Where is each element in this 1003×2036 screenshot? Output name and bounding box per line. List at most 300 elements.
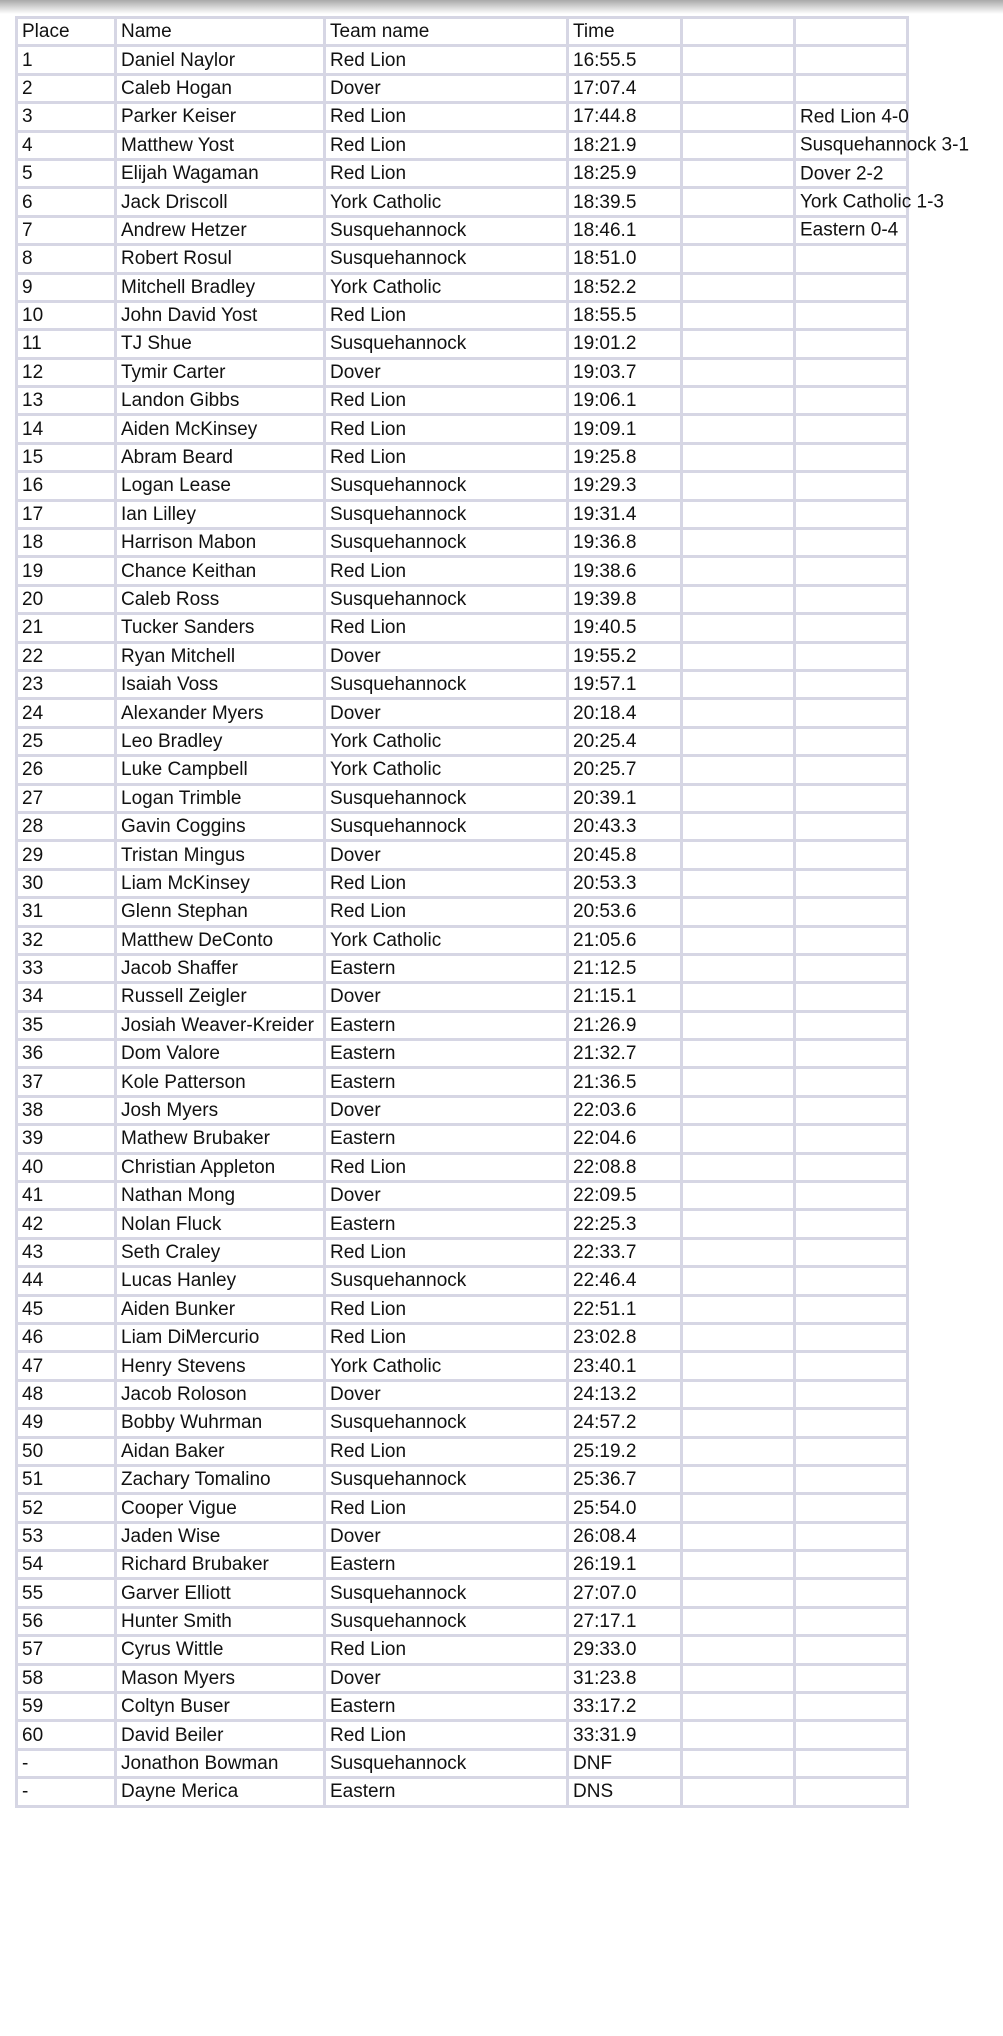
cell-team[interactable]: Eastern — [325, 1125, 568, 1153]
cell-team[interactable]: Dover — [325, 1096, 568, 1124]
cell-place[interactable]: 28 — [17, 812, 116, 840]
cell-time[interactable]: 19:03.7 — [568, 358, 682, 386]
cell-time[interactable]: 19:25.8 — [568, 443, 682, 471]
cell-blank-b[interactable] — [795, 1153, 908, 1181]
cell-team[interactable]: York Catholic — [325, 188, 568, 216]
cell-blank-b[interactable] — [795, 1465, 908, 1493]
cell-place[interactable]: 57 — [17, 1636, 116, 1664]
cell-blank-b[interactable] — [795, 1494, 908, 1522]
cell-name[interactable]: Aidan Baker — [116, 1437, 325, 1465]
cell-time[interactable]: 21:15.1 — [568, 983, 682, 1011]
cell-blank-a[interactable] — [682, 1778, 795, 1806]
cell-place[interactable]: 52 — [17, 1494, 116, 1522]
cell-place[interactable]: 14 — [17, 415, 116, 443]
cell-time[interactable]: 33:17.2 — [568, 1693, 682, 1721]
cell-place[interactable]: 21 — [17, 614, 116, 642]
cell-place[interactable]: 6 — [17, 188, 116, 216]
cell-place[interactable]: 16 — [17, 472, 116, 500]
cell-blank-a[interactable] — [682, 159, 795, 187]
cell-place[interactable]: 55 — [17, 1579, 116, 1607]
cell-place[interactable]: 1 — [17, 46, 116, 74]
cell-blank-a[interactable] — [682, 1579, 795, 1607]
cell-team[interactable]: Susquehannock — [325, 585, 568, 613]
cell-place[interactable]: 36 — [17, 1040, 116, 1068]
cell-time[interactable]: 22:51.1 — [568, 1295, 682, 1323]
cell-place[interactable]: 49 — [17, 1409, 116, 1437]
cell-team[interactable]: Red Lion — [325, 301, 568, 329]
cell-team[interactable]: York Catholic — [325, 727, 568, 755]
cell-time[interactable]: 19:55.2 — [568, 642, 682, 670]
cell-blank-a[interactable] — [682, 1068, 795, 1096]
cell-place[interactable]: 20 — [17, 585, 116, 613]
cell-team[interactable]: Eastern — [325, 1778, 568, 1806]
cell-blank-b[interactable] — [795, 614, 908, 642]
cell-blank-a[interactable] — [682, 1693, 795, 1721]
cell-place[interactable]: 37 — [17, 1068, 116, 1096]
cell-name[interactable]: Garver Elliott — [116, 1579, 325, 1607]
cell-blank-b[interactable] — [795, 1778, 908, 1806]
cell-place[interactable]: 42 — [17, 1210, 116, 1238]
cell-team[interactable]: Dover — [325, 841, 568, 869]
cell-blank-a[interactable] — [682, 869, 795, 897]
cell-place[interactable]: 13 — [17, 387, 116, 415]
cell-place[interactable]: 12 — [17, 358, 116, 386]
cell-place[interactable]: 60 — [17, 1721, 116, 1749]
cell-time[interactable]: 22:03.6 — [568, 1096, 682, 1124]
cell-place[interactable]: 48 — [17, 1380, 116, 1408]
cell-blank-b[interactable] — [795, 1749, 908, 1777]
cell-team[interactable]: Eastern — [325, 1551, 568, 1579]
cell-blank-a[interactable] — [682, 983, 795, 1011]
cell-blank-b[interactable] — [795, 1238, 908, 1266]
cell-time[interactable]: 22:09.5 — [568, 1182, 682, 1210]
cell-team[interactable]: Red Lion — [325, 387, 568, 415]
cell-blank-a[interactable] — [682, 585, 795, 613]
cell-place[interactable]: 50 — [17, 1437, 116, 1465]
cell-blank-a[interactable] — [682, 898, 795, 926]
cell-blank-a[interactable] — [682, 1210, 795, 1238]
cell-blank-b[interactable] — [795, 642, 908, 670]
cell-blank-b[interactable] — [795, 387, 908, 415]
cell-blank-b[interactable] — [795, 273, 908, 301]
cell-place[interactable]: - — [17, 1749, 116, 1777]
cell-blank-b[interactable] — [795, 727, 908, 755]
cell-team[interactable]: Susquehannock — [325, 529, 568, 557]
cell-team[interactable]: York Catholic — [325, 926, 568, 954]
cell-blank-b[interactable] — [795, 131, 970, 159]
cell-time[interactable]: 22:04.6 — [568, 1125, 682, 1153]
cell-team[interactable]: Red Lion — [325, 898, 568, 926]
cell-name[interactable]: Matthew DeConto — [116, 926, 325, 954]
cell-blank-a[interactable] — [682, 46, 795, 74]
cell-team[interactable]: Eastern — [325, 1011, 568, 1039]
cell-place[interactable]: 43 — [17, 1238, 116, 1266]
cell-place[interactable]: 56 — [17, 1607, 116, 1635]
cell-blank-a[interactable] — [682, 1267, 795, 1295]
cell-time[interactable]: 21:05.6 — [568, 926, 682, 954]
cell-blank-a[interactable] — [682, 699, 795, 727]
cell-blank-a[interactable] — [682, 1664, 795, 1692]
cell-place[interactable]: 40 — [17, 1153, 116, 1181]
cell-place[interactable]: 45 — [17, 1295, 116, 1323]
cell-blank-b[interactable] — [795, 188, 944, 216]
cell-place[interactable]: 47 — [17, 1352, 116, 1380]
cell-place[interactable]: 34 — [17, 983, 116, 1011]
cell-time[interactable]: 20:53.3 — [568, 869, 682, 897]
cell-place[interactable]: 11 — [17, 330, 116, 358]
cell-team[interactable]: York Catholic — [325, 756, 568, 784]
cell-blank-a[interactable] — [682, 1607, 795, 1635]
cell-blank-a[interactable] — [682, 358, 795, 386]
cell-time[interactable]: 23:02.8 — [568, 1323, 682, 1351]
cell-name[interactable]: Logan Lease — [116, 472, 325, 500]
cell-team[interactable]: Susquehannock — [325, 500, 568, 528]
cell-place[interactable]: 5 — [17, 159, 116, 187]
cell-team[interactable]: Red Lion — [325, 1636, 568, 1664]
cell-time[interactable]: 19:29.3 — [568, 472, 682, 500]
cell-blank-a[interactable] — [682, 557, 795, 585]
cell-blank-b[interactable] — [795, 1437, 908, 1465]
cell-time[interactable]: DNF — [568, 1749, 682, 1777]
cell-blank-b[interactable] — [795, 841, 908, 869]
cell-name[interactable]: Jonathon Bowman — [116, 1749, 325, 1777]
cell-team[interactable]: Dover — [325, 642, 568, 670]
cell-time[interactable]: 19:57.1 — [568, 670, 682, 698]
cell-team[interactable]: Susquehannock — [325, 1749, 568, 1777]
cell-place[interactable]: 32 — [17, 926, 116, 954]
cell-blank-a[interactable] — [682, 954, 795, 982]
cell-blank-b[interactable] — [795, 358, 908, 386]
cell-team[interactable]: Red Lion — [325, 159, 568, 187]
cell-place[interactable]: 38 — [17, 1096, 116, 1124]
cell-place[interactable]: 19 — [17, 557, 116, 585]
cell-name[interactable]: John David Yost — [116, 301, 325, 329]
cell-blank-a[interactable] — [682, 1323, 795, 1351]
cell-time[interactable]: 24:13.2 — [568, 1380, 682, 1408]
cell-blank-b[interactable] — [795, 784, 908, 812]
cell-time[interactable]: 20:43.3 — [568, 812, 682, 840]
cell-place[interactable]: 9 — [17, 273, 116, 301]
cell-team[interactable]: Eastern — [325, 1040, 568, 1068]
cell-blank-a[interactable] — [682, 301, 795, 329]
cell-name[interactable]: Bobby Wuhrman — [116, 1409, 325, 1437]
cell-blank-a[interactable] — [682, 1522, 795, 1550]
cell-place[interactable]: 4 — [17, 131, 116, 159]
cell-name[interactable]: Russell Zeigler — [116, 983, 325, 1011]
cell-blank-a[interactable] — [682, 1011, 795, 1039]
cell-name[interactable]: Ryan Mitchell — [116, 642, 325, 670]
cell-team[interactable]: Red Lion — [325, 131, 568, 159]
cell-place[interactable]: 31 — [17, 898, 116, 926]
cell-blank-b[interactable] — [795, 926, 908, 954]
cell-time[interactable]: 26:08.4 — [568, 1522, 682, 1550]
cell-blank-b[interactable] — [795, 500, 908, 528]
cell-place[interactable]: 29 — [17, 841, 116, 869]
cell-place[interactable]: 54 — [17, 1551, 116, 1579]
cell-blank-a[interactable] — [682, 1551, 795, 1579]
cell-name[interactable]: Ian Lilley — [116, 500, 325, 528]
cell-blank-a[interactable] — [682, 1040, 795, 1068]
cell-time[interactable]: 18:21.9 — [568, 131, 682, 159]
cell-blank-b[interactable] — [795, 1380, 908, 1408]
cell-time[interactable]: 17:07.4 — [568, 74, 682, 102]
cell-blank-a[interactable] — [682, 273, 795, 301]
cell-blank-a[interactable] — [682, 756, 795, 784]
cell-blank-a[interactable] — [682, 1749, 795, 1777]
cell-blank-b[interactable] — [795, 330, 908, 358]
cell-name[interactable]: Jaden Wise — [116, 1522, 325, 1550]
cell-time[interactable]: 20:25.7 — [568, 756, 682, 784]
cell-time[interactable]: 22:25.3 — [568, 1210, 682, 1238]
cell-name[interactable]: Henry Stevens — [116, 1352, 325, 1380]
cell-time[interactable]: 18:46.1 — [568, 216, 682, 244]
cell-name[interactable]: Jacob Roloson — [116, 1380, 325, 1408]
cell-place[interactable]: 58 — [17, 1664, 116, 1692]
cell-name[interactable]: Tucker Sanders — [116, 614, 325, 642]
cell-blank-b[interactable] — [795, 699, 908, 727]
cell-blank-b[interactable] — [795, 1125, 908, 1153]
cell-name[interactable]: Liam DiMercurio — [116, 1323, 325, 1351]
cell-time[interactable]: 22:46.4 — [568, 1267, 682, 1295]
cell-team[interactable]: Red Lion — [325, 1721, 568, 1749]
cell-name[interactable]: Christian Appleton — [116, 1153, 325, 1181]
cell-time[interactable]: 17:44.8 — [568, 103, 682, 131]
cell-blank-a[interactable] — [682, 727, 795, 755]
cell-blank-a[interactable] — [682, 841, 795, 869]
cell-name[interactable]: Jacob Shaffer — [116, 954, 325, 982]
cell-place[interactable]: 41 — [17, 1182, 116, 1210]
cell-time[interactable]: 31:23.8 — [568, 1664, 682, 1692]
cell-blank-b[interactable] — [795, 1409, 908, 1437]
cell-team[interactable]: Susquehannock — [325, 670, 568, 698]
cell-blank-a[interactable] — [682, 415, 795, 443]
cell-blank-a[interactable] — [682, 926, 795, 954]
cell-team[interactable]: Dover — [325, 74, 568, 102]
cell-blank-b[interactable] — [795, 756, 908, 784]
cell-name[interactable]: Aiden McKinsey — [116, 415, 325, 443]
cell-blank-b[interactable] — [795, 1607, 908, 1635]
cell-blank-b[interactable] — [795, 443, 908, 471]
cell-blank-a[interactable] — [682, 784, 795, 812]
cell-team[interactable]: Red Lion — [325, 614, 568, 642]
cell-blank-a[interactable] — [682, 131, 795, 159]
cell-time[interactable]: 21:36.5 — [568, 1068, 682, 1096]
cell-time[interactable]: 20:45.8 — [568, 841, 682, 869]
cell-blank-a[interactable] — [682, 1636, 795, 1664]
cell-blank-a[interactable] — [682, 1153, 795, 1181]
cell-time[interactable]: 19:38.6 — [568, 557, 682, 585]
cell-time[interactable]: 22:33.7 — [568, 1238, 682, 1266]
cell-team[interactable]: Red Lion — [325, 557, 568, 585]
cell-time[interactable]: 19:40.5 — [568, 614, 682, 642]
cell-team[interactable]: Susquehannock — [325, 1267, 568, 1295]
cell-name[interactable]: Lucas Hanley — [116, 1267, 325, 1295]
cell-blank-a[interactable] — [682, 529, 795, 557]
cell-name[interactable]: Isaiah Voss — [116, 670, 325, 698]
header-blank-b[interactable] — [795, 18, 908, 46]
cell-place[interactable]: 27 — [17, 784, 116, 812]
cell-name[interactable]: Elijah Wagaman — [116, 159, 325, 187]
cell-time[interactable]: 18:52.2 — [568, 273, 682, 301]
cell-time[interactable]: 25:36.7 — [568, 1465, 682, 1493]
cell-name[interactable]: Andrew Hetzer — [116, 216, 325, 244]
cell-place[interactable]: 51 — [17, 1465, 116, 1493]
cell-name[interactable]: Robert Rosul — [116, 245, 325, 273]
cell-place[interactable]: 46 — [17, 1323, 116, 1351]
cell-time[interactable]: 19:01.2 — [568, 330, 682, 358]
cell-name[interactable]: David Beiler — [116, 1721, 325, 1749]
cell-team[interactable]: Susquehannock — [325, 472, 568, 500]
cell-team[interactable]: Red Lion — [325, 46, 568, 74]
cell-time[interactable]: 18:55.5 — [568, 301, 682, 329]
cell-time[interactable]: 19:09.1 — [568, 415, 682, 443]
cell-blank-a[interactable] — [682, 614, 795, 642]
cell-name[interactable]: Logan Trimble — [116, 784, 325, 812]
cell-blank-a[interactable] — [682, 387, 795, 415]
cell-blank-a[interactable] — [682, 642, 795, 670]
cell-blank-b[interactable] — [795, 74, 908, 102]
cell-blank-b[interactable] — [795, 1068, 908, 1096]
cell-team[interactable]: Eastern — [325, 954, 568, 982]
cell-name[interactable]: Luke Campbell — [116, 756, 325, 784]
cell-name[interactable]: Daniel Naylor — [116, 46, 325, 74]
cell-name[interactable]: Alexander Myers — [116, 699, 325, 727]
cell-team[interactable]: Susquehannock — [325, 245, 568, 273]
cell-blank-b[interactable] — [795, 1210, 908, 1238]
cell-blank-a[interactable] — [682, 472, 795, 500]
cell-time[interactable]: 18:51.0 — [568, 245, 682, 273]
header-time[interactable]: Time — [568, 18, 682, 46]
cell-team[interactable]: Dover — [325, 1182, 568, 1210]
cell-place[interactable]: 23 — [17, 670, 116, 698]
cell-blank-b[interactable] — [795, 898, 908, 926]
cell-place[interactable]: 39 — [17, 1125, 116, 1153]
cell-team[interactable]: Dover — [325, 699, 568, 727]
cell-blank-b[interactable] — [795, 103, 908, 131]
cell-place[interactable]: 30 — [17, 869, 116, 897]
cell-place[interactable]: 7 — [17, 216, 116, 244]
cell-name[interactable]: Dom Valore — [116, 1040, 325, 1068]
cell-time[interactable]: 26:19.1 — [568, 1551, 682, 1579]
cell-name[interactable]: Zachary Tomalino — [116, 1465, 325, 1493]
cell-time[interactable]: 19:31.4 — [568, 500, 682, 528]
cell-team[interactable]: Susquehannock — [325, 1579, 568, 1607]
cell-blank-b[interactable] — [795, 1040, 908, 1068]
cell-name[interactable]: Kole Patterson — [116, 1068, 325, 1096]
cell-blank-a[interactable] — [682, 1380, 795, 1408]
cell-team[interactable]: Red Lion — [325, 415, 568, 443]
cell-team[interactable]: Susquehannock — [325, 784, 568, 812]
cell-place[interactable]: 35 — [17, 1011, 116, 1039]
cell-team[interactable]: Eastern — [325, 1068, 568, 1096]
cell-time[interactable]: 25:54.0 — [568, 1494, 682, 1522]
cell-place[interactable]: 44 — [17, 1267, 116, 1295]
cell-name[interactable]: Glenn Stephan — [116, 898, 325, 926]
cell-place[interactable]: 59 — [17, 1693, 116, 1721]
cell-blank-a[interactable] — [682, 812, 795, 840]
cell-name[interactable]: Cooper Vigue — [116, 1494, 325, 1522]
cell-blank-b[interactable] — [795, 301, 908, 329]
cell-time[interactable]: 22:08.8 — [568, 1153, 682, 1181]
cell-blank-b[interactable] — [795, 557, 908, 585]
cell-team[interactable]: Eastern — [325, 1693, 568, 1721]
cell-team[interactable]: Eastern — [325, 1210, 568, 1238]
cell-blank-b[interactable] — [795, 1011, 908, 1039]
cell-name[interactable]: Matthew Yost — [116, 131, 325, 159]
cell-team[interactable]: Red Lion — [325, 1494, 568, 1522]
cell-time[interactable]: 20:39.1 — [568, 784, 682, 812]
cell-team[interactable]: York Catholic — [325, 1352, 568, 1380]
cell-name[interactable]: Liam McKinsey — [116, 869, 325, 897]
cell-name[interactable]: Tymir Carter — [116, 358, 325, 386]
cell-name[interactable]: Coltyn Buser — [116, 1693, 325, 1721]
cell-blank-b[interactable] — [795, 216, 908, 244]
cell-team[interactable]: Dover — [325, 983, 568, 1011]
cell-time[interactable]: 19:06.1 — [568, 387, 682, 415]
cell-name[interactable]: Mitchell Bradley — [116, 273, 325, 301]
cell-name[interactable]: Josiah Weaver-Kreider — [116, 1011, 325, 1039]
cell-blank-b[interactable] — [795, 869, 908, 897]
cell-blank-b[interactable] — [795, 1551, 908, 1579]
cell-team[interactable]: Susquehannock — [325, 330, 568, 358]
cell-place[interactable]: 53 — [17, 1522, 116, 1550]
cell-team[interactable]: Red Lion — [325, 1238, 568, 1266]
cell-blank-a[interactable] — [682, 1409, 795, 1437]
cell-time[interactable]: 23:40.1 — [568, 1352, 682, 1380]
cell-blank-b[interactable] — [795, 1295, 908, 1323]
cell-place[interactable]: 33 — [17, 954, 116, 982]
cell-time[interactable]: 24:57.2 — [568, 1409, 682, 1437]
cell-time[interactable]: 20:25.4 — [568, 727, 682, 755]
cell-blank-a[interactable] — [682, 1125, 795, 1153]
cell-team[interactable]: Red Lion — [325, 443, 568, 471]
cell-blank-a[interactable] — [682, 1352, 795, 1380]
cell-time[interactable]: 18:39.5 — [568, 188, 682, 216]
cell-name[interactable]: Mason Myers — [116, 1664, 325, 1692]
cell-blank-b[interactable] — [795, 1182, 908, 1210]
header-place[interactable]: Place — [17, 18, 116, 46]
cell-name[interactable]: Dayne Merica — [116, 1778, 325, 1806]
cell-blank-b[interactable] — [795, 1579, 908, 1607]
cell-blank-b[interactable] — [795, 1636, 908, 1664]
cell-time[interactable]: DNS — [568, 1778, 682, 1806]
cell-name[interactable]: Seth Craley — [116, 1238, 325, 1266]
cell-blank-a[interactable] — [682, 188, 795, 216]
cell-name[interactable]: TJ Shue — [116, 330, 325, 358]
cell-team[interactable]: Susquehannock — [325, 1409, 568, 1437]
cell-blank-a[interactable] — [682, 74, 795, 102]
cell-time[interactable]: 21:32.7 — [568, 1040, 682, 1068]
cell-blank-a[interactable] — [682, 1096, 795, 1124]
cell-blank-b[interactable] — [795, 1323, 908, 1351]
cell-blank-a[interactable] — [682, 245, 795, 273]
cell-team[interactable]: Red Lion — [325, 1437, 568, 1465]
cell-team[interactable]: Dover — [325, 1380, 568, 1408]
cell-blank-a[interactable] — [682, 500, 795, 528]
cell-team[interactable]: Red Lion — [325, 869, 568, 897]
cell-name[interactable]: Landon Gibbs — [116, 387, 325, 415]
cell-blank-a[interactable] — [682, 330, 795, 358]
cell-time[interactable]: 21:26.9 — [568, 1011, 682, 1039]
cell-time[interactable]: 29:33.0 — [568, 1636, 682, 1664]
cell-time[interactable]: 19:36.8 — [568, 529, 682, 557]
cell-blank-b[interactable] — [795, 46, 908, 74]
cell-blank-b[interactable] — [795, 472, 908, 500]
cell-place[interactable]: 18 — [17, 529, 116, 557]
cell-name[interactable]: Gavin Coggins — [116, 812, 325, 840]
cell-blank-b[interactable] — [795, 1664, 908, 1692]
cell-blank-b[interactable] — [795, 954, 908, 982]
